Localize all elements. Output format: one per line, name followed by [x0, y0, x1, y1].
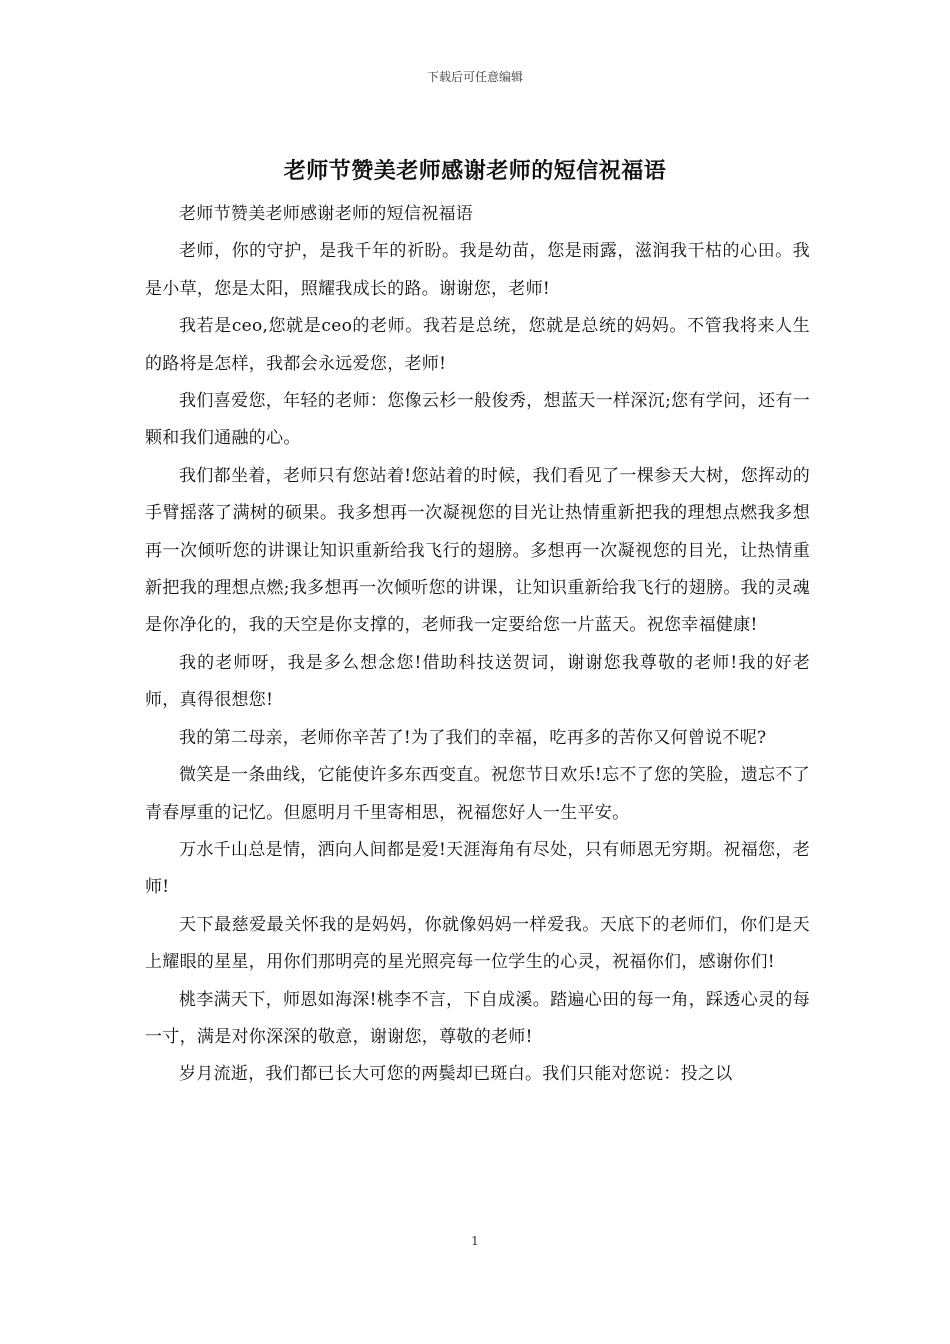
paragraph: 老师节赞美老师感谢老师的短信祝福语	[179, 204, 474, 224]
document-title: 老师节赞美老师感谢老师的短信祝福语	[283, 158, 667, 184]
paragraph: 我们都坐着，老师只有您站着!您站着的时候，我们看见了一棵参天大树，您挥动的手臂摇落了满树的硕果。我多想再一次凝视您的目光让热情重新把我的理想点燃我多想再一次倾听您的讲课让知识重新给我飞行的翅膀。多想再一次凝视您的目光，让热情重新把我的理想点燃;我多想再一次倾听您的讲课，让知识重新给我飞行的翅膀。我的灵魂是你净化的，我的天空是你支撑的，老师我一定要给您一片蓝天。祝您幸福健康!	[145, 465, 810, 636]
paragraph: 我们喜爱您，年轻的老师：您像云杉一般俊秀，想蓝天一样深沉;您有学问，还有一颗和我们通融的心。	[145, 391, 810, 449]
paragraph: 老师，你的守护，是我千年的祈盼。我是幼苗，您是雨露，滋润我干枯的心田。我是小草，您是太阳，照耀我成长的路。谢谢您，老师!	[145, 241, 810, 299]
document-body	[145, 196, 810, 1094]
paragraph: 桃李满天下，师恩如海深!桃李不言，下自成溪。踏遍心田的每一角，踩透心灵的每一寸，满是对你深深的敬意，谢谢您，尊敬的老师!	[145, 989, 810, 1047]
paragraph: 我的第二母亲，老师你辛苦了!为了我们的幸福，吃再多的苦你又何曾说不呢?	[179, 727, 767, 748]
page-number: 1	[471, 1234, 479, 1248]
paragraph: 我若是ceo,您就是ceo的老师。我若是总统，您就是总统的妈妈。不管我将来人生的路将是怎样，我都会永远爱您，老师!	[145, 316, 810, 374]
paragraph: 万水千山总是情，洒向人间都是爱!天涯海角有尽处，只有师恩无穷期。祝福您，老师!	[145, 839, 810, 898]
paragraph: 我的老师呀，我是多么想念您!借助科技送贺词，谢谢您我尊敬的老师!我的好老师，真得很想您!	[145, 652, 810, 711]
paragraph: 微笑是一条曲线，它能使许多东西变直。祝您节日欢乐!忘不了您的笑脸，遗忘不了青春厚重的记忆。但愿明月千里寄相思，祝福您好人一生平安。	[145, 765, 810, 823]
paragraph: 天下最慈爱最关怀我的是妈妈，你就像妈妈一样爱我。天底下的老师们，你们是天上耀眼的星星，用你们那明亮的星光照亮每一位学生的心灵，祝福你们，感谢你们!	[145, 914, 810, 973]
paragraph: 岁月流逝，我们都已长大可您的两鬓却已斑白。我们只能对您说：投之以	[179, 1064, 733, 1085]
page-header: 下载后可任意编辑	[426, 70, 523, 84]
